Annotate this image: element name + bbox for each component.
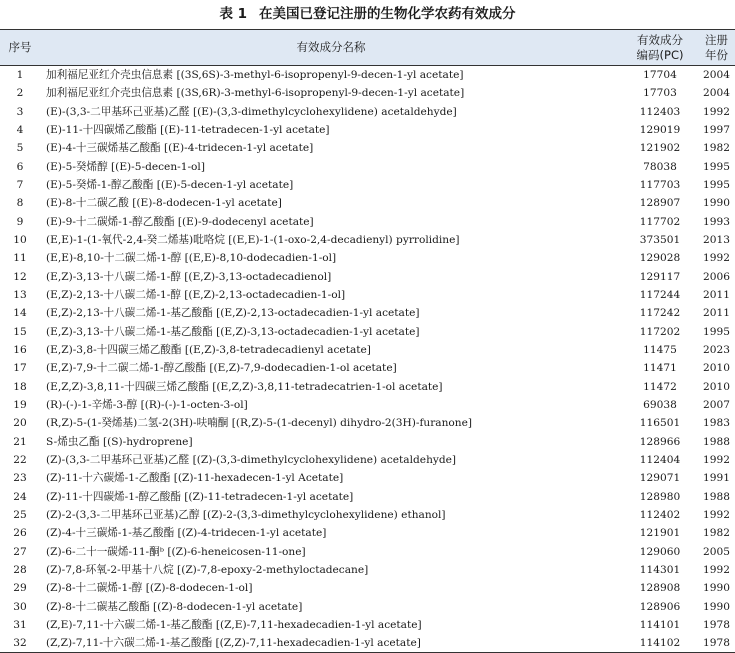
table-row: [0, 524, 735, 542]
cell-no: 10: [13, 233, 27, 246]
cell-name: (E)-(3,3-二甲基环己亚基)乙醛 [(E)-(3,3-dimethylcyclohexylidene) acetaldehyde]: [46, 105, 457, 118]
cell-year: 2006: [703, 270, 730, 283]
table-row: [0, 66, 735, 85]
table-title: 在美国已登记注册的生物化学农药有效成分: [259, 6, 516, 22]
cell-no: 12: [13, 270, 27, 283]
table-row: [0, 102, 735, 120]
cell-name: (E,E)-8,10-十二碳二烯-1-醇 [(E,E)-8,10-dodecadien-1-ol]: [46, 252, 337, 265]
cell-code: 128980: [639, 490, 681, 503]
header-code-line1: 有效成分: [637, 32, 683, 47]
cell-code: 129028: [639, 252, 681, 265]
cell-name: (E,Z)-2,13-十八碳二烯-1-基乙酸酯 [(E,Z)-2,13-octadecadien-1-yl acetate]: [46, 307, 420, 320]
cell-no: 28: [13, 564, 27, 577]
cell-year: 2013: [703, 233, 730, 246]
cell-year: 1978: [698, 634, 735, 653]
cell-code: 69038: [643, 399, 677, 412]
table-row: [0, 561, 735, 579]
cell-name: (E)-5-癸烯-1-醇乙酸酯 [(E)-5-decen-1-yl acetate]: [46, 178, 294, 191]
table-row: [0, 433, 735, 451]
table-row: [0, 249, 735, 267]
cell-year: 2011: [703, 307, 730, 320]
cell-year: 1995: [703, 178, 730, 191]
table-caption: [0, 5, 735, 23]
cell-year: 1978: [703, 619, 730, 632]
cell-code: 129060: [639, 545, 681, 558]
cell-name: (E,Z)-3,13-十八碳二烯-1-基乙酸酯 [(E,Z)-3,13-octadecadien-1-yl acetate]: [46, 325, 420, 338]
cell-no: 8: [16, 197, 24, 210]
cell-year: 1992: [703, 105, 730, 118]
header-code-line2: 编码(PC): [636, 47, 684, 62]
cell-no: 21: [13, 435, 27, 448]
cell-name: (Z)-6-二十一碳烯-11-酮ᵇ [(Z)-6-heneicosen-11-one]: [46, 545, 306, 558]
cell-no: 20: [13, 417, 27, 430]
cell-year: 1990: [703, 197, 730, 210]
cell-no: 13: [13, 288, 27, 301]
cell-year: 1988: [703, 435, 730, 448]
cell-name: (E)-4-十三碳烯基乙酸酯 [(E)-4-tridecen-1-yl acetate]: [46, 142, 314, 155]
cell-name: (E)-11-十四碳烯乙酸酯 [(E)-11-tetradecen-1-yl acetate]: [46, 123, 330, 136]
table-number: 表 1: [219, 6, 248, 22]
cell-year: 1992: [703, 252, 730, 265]
table-row: [0, 598, 735, 616]
table-row: [0, 212, 735, 230]
table-row: [0, 231, 735, 249]
header-code: [622, 30, 698, 66]
cell-code: 117202: [639, 325, 681, 338]
cell-year: 1982: [703, 527, 730, 540]
header-year-line2: 年份: [705, 47, 728, 62]
table-row: [0, 194, 735, 212]
table-row: [0, 451, 735, 469]
cell-year: 2010: [703, 380, 730, 393]
cell-code: 128908: [639, 582, 681, 595]
cell-name: (Z,E)-7,11-十六碳二烯-1-基乙酸酯 [(Z,E)-7,11-hexadecadien-1-yl acetate]: [46, 619, 422, 632]
cell-no: 19: [13, 399, 27, 412]
cell-no: 5: [16, 142, 24, 155]
cell-code: 17704: [643, 69, 677, 81]
cell-year: 1990: [703, 582, 730, 595]
table-row: [0, 139, 735, 157]
table-row: [0, 543, 735, 561]
cell-code: 11472: [643, 380, 677, 393]
cell-code: 116501: [639, 417, 681, 430]
cell-year: 1988: [703, 490, 730, 503]
cell-no: 7: [16, 178, 24, 191]
cell-code: 121902: [639, 142, 681, 155]
cell-no: 29: [13, 582, 27, 595]
cell-name: (E,Z)-3,8-十四碳三烯乙酸酯 [(E,Z)-3,8-tetradecadienyl acetate]: [46, 343, 371, 356]
cell-code: 78038: [643, 160, 677, 173]
cell-no: 2: [16, 87, 24, 100]
header-year-line1: 注册: [705, 32, 728, 47]
cell-no: 27: [13, 545, 27, 558]
table-row: [0, 322, 735, 340]
cell-no: 26: [13, 527, 27, 540]
table-row: [0, 414, 735, 432]
cell-code: 112402: [639, 509, 681, 522]
cell-code: 112404: [639, 454, 681, 467]
cell-code: 121901: [639, 527, 681, 540]
table-row: [0, 359, 735, 377]
cell-no: 24: [13, 490, 27, 503]
cell-name: (E,E)-1-(1-氧代-2,4-癸二烯基)吡咯烷 [(E,E)-1-(1-oxo-2,4-decadienyl) pyrrolidine]: [46, 233, 460, 246]
table-row: [0, 286, 735, 304]
table-row: [0, 488, 735, 506]
cell-code: 11475: [643, 343, 677, 356]
cell-name: 加利福尼亚红介壳虫信息素 [(3S,6R)-3-methyl-6-isopropenyl-9-decen-1-yl acetate]: [46, 87, 465, 100]
cell-year: 1991: [703, 472, 730, 485]
cell-year: 2007: [703, 399, 730, 412]
cell-name: (Z)-4-十三碳烯-1-基乙酸酯 [(Z)-4-tridecen-1-yl acetate]: [46, 527, 327, 540]
cell-year: 1995: [703, 325, 730, 338]
cell-code: 129117: [639, 270, 681, 283]
cell-no: 15: [13, 325, 27, 338]
cell-code: 129019: [639, 123, 681, 136]
cell-year: 2010: [703, 362, 730, 375]
cell-year: 1992: [703, 564, 730, 577]
cell-year: 2004: [703, 87, 730, 100]
cell-code: 117703: [639, 178, 681, 191]
table-row: [0, 304, 735, 322]
cell-no: 25: [13, 509, 27, 522]
cell-name: (R)-(-)-1-辛烯-3-醇 [(R)-(-)-1-octen-3-ol]: [46, 399, 248, 412]
table-header: [0, 30, 735, 66]
table-row: [0, 267, 735, 285]
cell-year: 2004: [703, 69, 730, 81]
cell-year: 1995: [703, 160, 730, 173]
cell-code: 129071: [639, 472, 681, 485]
cell-no: 16: [13, 343, 27, 356]
cell-year: 1982: [703, 142, 730, 155]
cell-name: S-烯虫乙酯 [(S)-hydroprene]: [46, 435, 193, 448]
table-row: [0, 121, 735, 139]
cell-name: (Z)-8-十二碳烯-1-醇 [(Z)-8-dodecen-1-ol]: [46, 582, 253, 595]
cell-name: (Z)-8-十二碳基乙酸酯 [(Z)-8-dodecen-1-yl acetate]: [46, 600, 303, 613]
cell-code: 112403: [639, 105, 681, 118]
cell-no: 3: [16, 105, 24, 118]
cell-no: 6: [16, 160, 24, 173]
cell-no: 30: [13, 600, 27, 613]
table-row: [0, 579, 735, 597]
cell-no: 9: [16, 215, 24, 228]
cell-no: 11: [13, 252, 27, 265]
cell-no: 4: [16, 123, 24, 136]
cell-year: 2005: [703, 545, 730, 558]
cell-year: 1992: [703, 509, 730, 522]
cell-no: 18: [13, 380, 27, 393]
table-row: [0, 634, 735, 653]
table-row: [0, 157, 735, 175]
cell-name: (E,Z)-3,13-十八碳二烯-1-醇 [(E,Z)-3,13-octadecadienol]: [46, 270, 332, 283]
cell-code: 11471: [643, 362, 677, 375]
cell-code: 373501: [639, 233, 681, 246]
cell-code: 114101: [639, 619, 681, 632]
cell-no: 14: [13, 307, 27, 320]
cell-no: 23: [13, 472, 27, 485]
header-year: [698, 30, 735, 66]
registration-table: [0, 29, 735, 653]
cell-code: 117244: [639, 288, 681, 301]
cell-name: (E,Z,Z)-3,8,11-十四碳三烯乙酸酯 [(E,Z,Z)-3,8,11-tetradecatrien-1-ol acetate]: [46, 380, 443, 393]
cell-code: 117702: [639, 215, 681, 228]
table-row: [0, 616, 735, 634]
cell-code: 128906: [639, 600, 681, 613]
cell-year: 1990: [703, 600, 730, 613]
cell-year: 1992: [703, 454, 730, 467]
cell-year: 1993: [703, 215, 730, 228]
cell-year: 1997: [703, 123, 730, 136]
cell-name: (Z)-11-十四碳烯-1-醇乙酸酯 [(Z)-11-tetradecen-1-yl acetate]: [46, 490, 354, 503]
cell-code: 114102: [622, 634, 698, 653]
table-row: [0, 378, 735, 396]
cell-year: 1983: [703, 417, 730, 430]
cell-name: 加利福尼亚红介壳虫信息素 [(3S,6S)-3-methyl-6-isopropenyl-9-decen-1-yl acetate]: [46, 69, 464, 81]
cell-no: 32: [0, 634, 40, 653]
header-name: 有效成分名称: [40, 30, 622, 66]
cell-name: (E,Z)-2,13-十八碳二烯-1-醇 [(E,Z)-2,13-octadecadien-1-ol]: [46, 288, 346, 301]
cell-name: (E)-5-癸烯醇 [(E)-5-decen-1-ol]: [46, 160, 205, 173]
cell-year: 2023: [703, 343, 730, 356]
cell-name: (Z)-7,8-环氧-2-甲基十八烷 [(Z)-7,8-epoxy-2-methyloctadecane]: [46, 564, 369, 577]
cell-code: 17703: [643, 87, 677, 100]
cell-name: (Z)-11-十六碳烯-1-乙酸酯 [(Z)-11-hexadecen-1-yl Acetate]: [46, 472, 344, 485]
cell-year: 2011: [703, 288, 730, 301]
cell-name: (R,Z)-5-(1-癸烯基)二氢-2(3H)-呋喃酮 [(R,Z)-5-(1-decenyl) dihydro-2(3H)-furanone]: [46, 417, 473, 430]
cell-name: (E)-8-十二碳乙酸 [(E)-8-dodecen-1-yl acetate]: [46, 197, 282, 210]
table-body: [0, 66, 735, 653]
table-row: [0, 176, 735, 194]
cell-no: 1: [16, 69, 24, 81]
cell-code: 117242: [639, 307, 681, 320]
cell-name: (E,Z)-7,9-十二碳二烯-1-醇乙酸酯 [(E,Z)-7,9-dodecadien-1-ol acetate]: [46, 362, 397, 375]
cell-code: 128907: [639, 197, 681, 210]
cell-no: 31: [13, 619, 27, 632]
cell-name: (Z,Z)-7,11-十六碳二烯-1-基乙酸酯 [(Z,Z)-7,11-hexadecadien-1-yl acetate]: [40, 634, 622, 653]
header-row: [0, 30, 735, 66]
table-row: [0, 469, 735, 487]
table-row: [0, 84, 735, 102]
cell-code: 114301: [639, 564, 681, 577]
cell-name: (Z)-(3,3-二甲基环己亚基)乙醛 [(Z)-(3,3-dimethylcyclohexylidene) acetaldehyde]: [46, 454, 457, 467]
cell-name: (E)-9-十二碳烯-1-醇乙酸酯 [(E)-9-dodecenyl acetate]: [46, 215, 314, 228]
cell-name: (Z)-2-(3,3-二甲基环己亚基)乙醇 [(Z)-2-(3,3-dimethylcyclohexylidene) ethanol]: [46, 509, 446, 522]
table-row: [0, 396, 735, 414]
cell-code: 128966: [639, 435, 681, 448]
table-row: [0, 341, 735, 359]
header-no: 序号: [0, 30, 40, 66]
cell-no: 22: [13, 454, 27, 467]
cell-no: 17: [13, 362, 27, 375]
table-row: [0, 506, 735, 524]
